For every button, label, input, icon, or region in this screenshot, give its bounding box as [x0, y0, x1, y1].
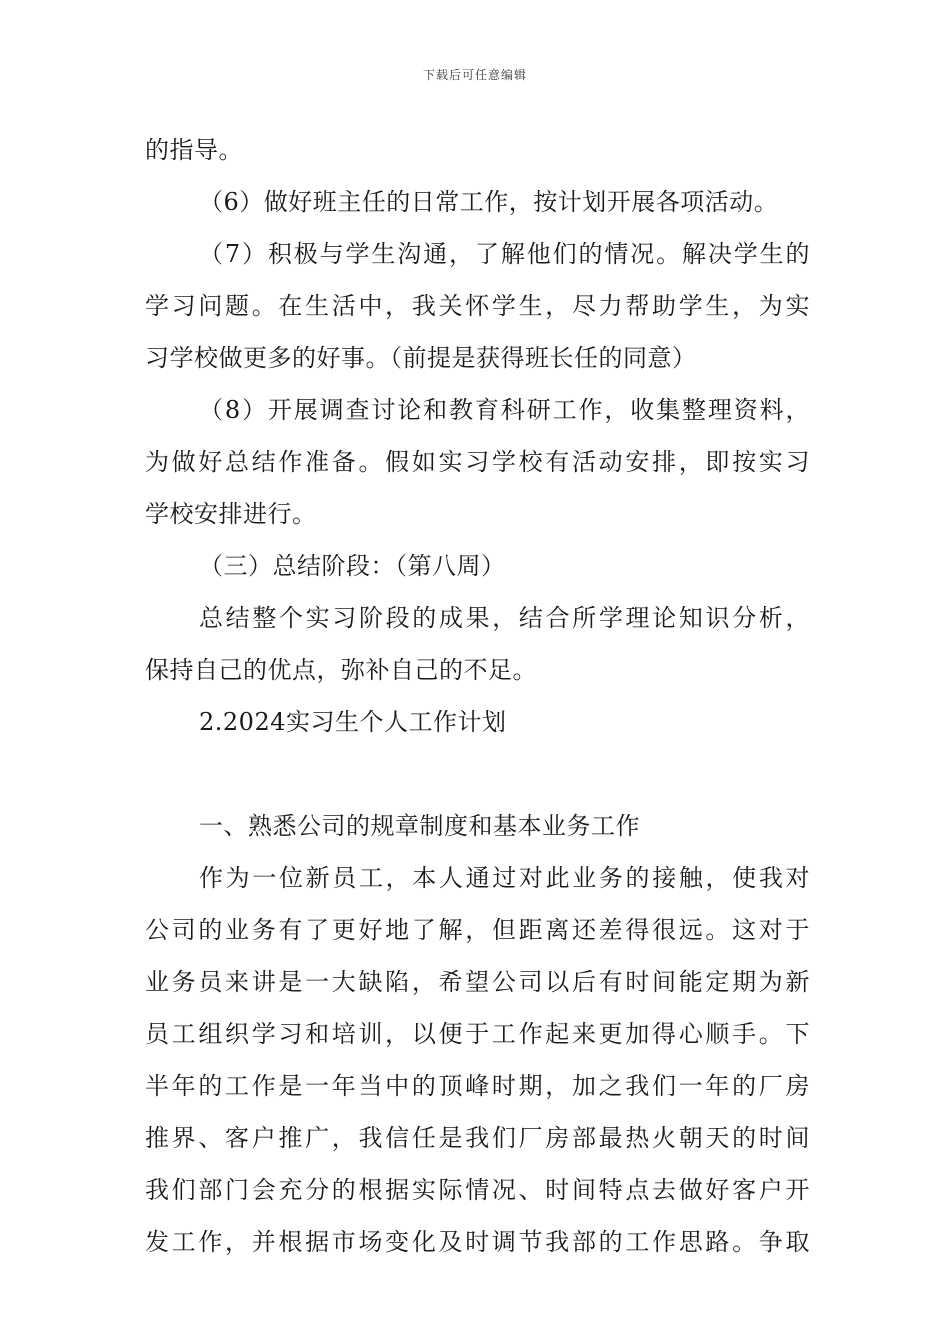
document-body	[145, 124, 810, 1268]
paragraph-line: 学习问题。在生活中，我关怀学生，尽力帮助学生，为实	[145, 292, 810, 320]
paragraph-line: 为做好总结作准备。假如实习学校有活动安排，即按实习	[145, 448, 810, 476]
section-title: 2.2024实习生个人工作计划	[199, 708, 507, 736]
paragraph-line: 学校安排进行。	[145, 500, 317, 528]
list-item-6: （6）做好班主任的日常工作，按计划开展各项活动。	[199, 188, 779, 216]
paragraph-line: 推界、客户推广，我信任是我们厂房部最热火朝天的时间	[145, 1124, 810, 1152]
subsection-heading: 一、熟悉公司的规章制度和基本业务工作	[199, 812, 640, 840]
paragraph-line: 我们部门会充分的根据实际情况、时间特点去做好客户开	[145, 1176, 810, 1204]
paragraph-line: 业务员来讲是一大缺陷，希望公司以后有时间能定期为新	[145, 968, 810, 996]
blank-line	[145, 748, 810, 800]
list-item-7: （7）积极与学生沟通，了解他们的情况。解决学生的	[199, 240, 810, 268]
paragraph-line: 的指导。	[145, 136, 243, 164]
section-heading: （三）总结阶段：（第八周）	[199, 552, 506, 580]
paragraph-line: 习学校做更多的好事。（前提是获得班长任的同意）	[145, 344, 697, 372]
paragraph-line: 员工组织学习和培训，以便于工作起来更加得心顺手。下	[145, 1020, 810, 1048]
paragraph-line: 发工作，并根据市场变化及时调节我部的工作思路。争取	[145, 1228, 810, 1256]
paragraph-line: 总结整个实习阶段的成果，结合所学理论知识分析，	[199, 604, 810, 632]
paragraph-line: 公司的业务有了更好地了解，但距离还差得很远。这对于	[145, 916, 810, 944]
paragraph-line: 保持自己的优点，弥补自己的不足。	[145, 656, 537, 684]
paragraph-line: 作为一位新员工，本人通过对此业务的接触，使我对	[199, 864, 810, 892]
list-item-8: （8）开展调查讨论和教育科研工作，收集整理资料，	[199, 396, 810, 424]
paragraph-line: 半年的工作是一年当中的顶峰时期，加之我们一年的厂房	[145, 1072, 810, 1100]
page-header: 下载后可任意编辑	[422, 68, 527, 82]
